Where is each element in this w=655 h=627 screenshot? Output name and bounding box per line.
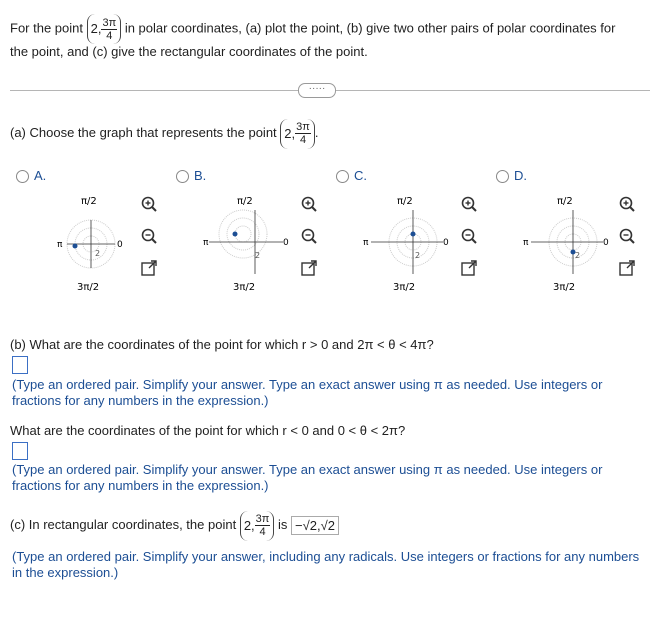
label-bottom: 3π/2 — [393, 282, 416, 293]
label-top: π/2 — [81, 196, 97, 207]
option-d-label: D. — [514, 168, 527, 183]
point-r-a: 2, — [284, 125, 296, 141]
zoom-out-icon[interactable] — [618, 227, 636, 245]
polar-graph-a — [55, 190, 145, 294]
hint-line: fractions for any numbers in the expression.) — [12, 478, 269, 493]
hint-line: in the expression.) — [12, 565, 119, 580]
part-b-hint-1 — [12, 377, 602, 409]
point-expression — [87, 14, 122, 44]
hint-line: (Type an ordered pair. Simplify your answer. Type an exact answer using π as needed. Use integers or — [12, 462, 603, 477]
part-b-question-2: What are the coordinates of the point for which r < 0 and 0 < θ < 2π? — [10, 423, 406, 438]
plotted-point — [571, 250, 576, 255]
option-d[interactable] — [496, 168, 527, 183]
label-right: 0 — [443, 238, 449, 248]
label-bottom: 3π/2 — [77, 282, 100, 293]
radio-c[interactable] — [336, 170, 349, 183]
point-r: 2, — [90, 21, 102, 36]
label-top: π/2 — [237, 196, 253, 207]
radio-a[interactable] — [16, 170, 29, 183]
part-b-question-1: (b) What are the coordinates of the point for which r > 0 and 2π < θ < 4π? — [10, 337, 434, 352]
zoom-out-icon[interactable] — [460, 227, 478, 245]
option-a[interactable] — [16, 168, 46, 183]
polar-graph-d — [523, 190, 613, 294]
question-intro: For the point — [10, 20, 83, 36]
hint-line: (Type an ordered pair. Simplify your answer, including any radicals. Use integers or fractions for any numbers — [12, 549, 640, 564]
label-tick: 2 — [415, 251, 421, 260]
label-bottom: 3π/2 — [233, 282, 256, 293]
option-a-label: A. — [34, 168, 47, 183]
radio-d[interactable] — [496, 170, 509, 183]
part-c-text: (c) In rectangular coordinates, the point — [10, 517, 237, 532]
label-left: π — [203, 238, 209, 248]
option-b[interactable] — [176, 168, 206, 183]
zoom-in-icon[interactable] — [140, 195, 158, 213]
label-left: π — [57, 240, 63, 250]
theta-num: 3π — [102, 16, 117, 29]
question-intro-post: in polar coordinates, (a) plot the point, (b) give two other pairs of polar coordinates for — [124, 20, 616, 36]
theta-num-c: 3π — [255, 513, 270, 526]
part-a-prompt — [10, 118, 318, 149]
popout-icon[interactable] — [140, 259, 158, 277]
zoom-in-icon[interactable] — [300, 195, 318, 213]
point-theta — [101, 17, 117, 42]
hint-line: (Type an ordered pair. Simplify your answer. Type an exact answer using π as needed. Use integers or — [12, 377, 603, 392]
plotted-point — [411, 232, 416, 237]
part-c-hint — [12, 549, 639, 581]
popout-icon[interactable] — [618, 259, 636, 277]
answer-input-b2[interactable] — [12, 442, 28, 460]
answer-input-b1[interactable] — [12, 356, 28, 374]
label-tick: 2 — [575, 251, 581, 260]
label-top: π/2 — [557, 196, 573, 207]
label-right: 0 — [603, 238, 609, 248]
period: . — [314, 125, 319, 140]
point-theta-a — [295, 121, 311, 146]
polar-grid — [209, 210, 283, 274]
zoom-out-icon[interactable] — [140, 227, 158, 245]
question-text — [10, 14, 615, 44]
part-b-hint-2 — [12, 462, 602, 494]
label-left: π — [523, 238, 529, 248]
radio-b[interactable] — [176, 170, 189, 183]
zoom-in-icon[interactable] — [460, 195, 478, 213]
point-expression-c — [240, 511, 275, 541]
label-tick: 2 — [95, 249, 101, 258]
plotted-point — [73, 244, 78, 249]
option-c-label: C. — [354, 168, 367, 183]
polar-grid — [371, 210, 443, 274]
is-word: is — [278, 517, 288, 532]
polar-grid — [531, 210, 603, 274]
hint-line: fractions for any numbers in the expression.) — [12, 393, 269, 408]
plotted-point — [233, 232, 238, 237]
popout-icon[interactable] — [460, 259, 478, 277]
option-b-label: B. — [194, 168, 207, 183]
part-a-text: (a) Choose the graph that represents the point — [10, 125, 277, 140]
question-line2: the point, and (c) give the rectangular coordinates of the point. — [10, 44, 368, 59]
polar-graph-b — [203, 190, 293, 294]
point-expression-a — [280, 119, 315, 149]
theta-den-a: 4 — [299, 134, 307, 147]
zoom-in-icon[interactable] — [618, 195, 636, 213]
part-c-statement — [10, 510, 339, 541]
option-c[interactable] — [336, 168, 367, 183]
label-tick: 2 — [255, 251, 261, 260]
theta-den-c: 4 — [259, 526, 266, 539]
label-right: 0 — [117, 240, 123, 250]
theta-den: 4 — [106, 29, 113, 42]
point-theta-c — [255, 513, 271, 538]
point-r-c: 2, — [243, 517, 255, 533]
theta-num-a: 3π — [296, 121, 310, 134]
label-left: π — [363, 238, 369, 248]
label-right: 0 — [283, 238, 289, 248]
answer-input-c[interactable]: −√2,√2 — [291, 516, 339, 535]
more-button[interactable]: ····· — [298, 83, 336, 98]
label-bottom: 3π/2 — [553, 282, 576, 293]
polar-graph-c — [363, 190, 453, 294]
popout-icon[interactable] — [300, 259, 318, 277]
label-top: π/2 — [397, 196, 413, 207]
zoom-out-icon[interactable] — [300, 227, 318, 245]
